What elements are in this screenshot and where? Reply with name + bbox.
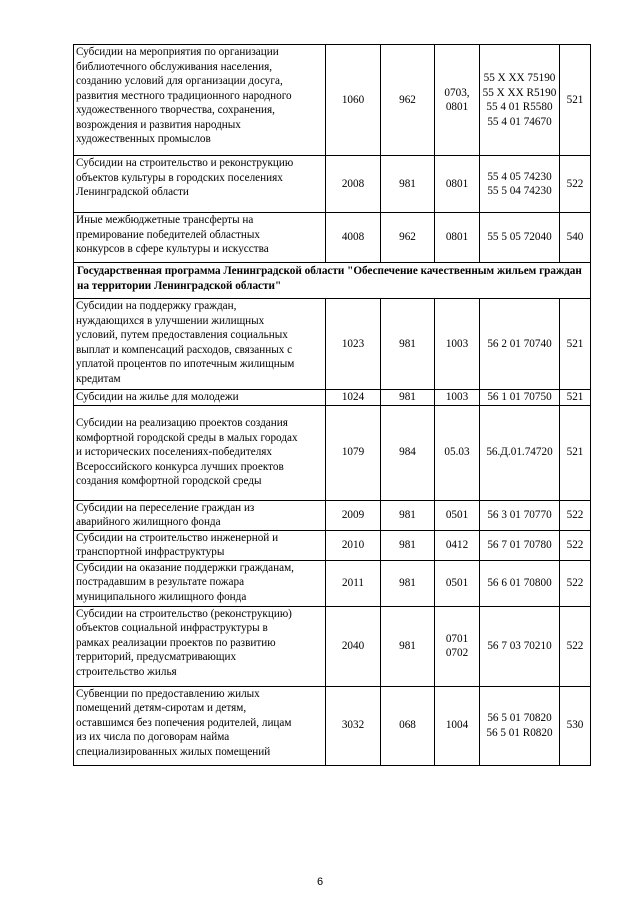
row-expense-type: 522 [560,156,591,213]
row-code: 2008 [326,156,381,213]
table-row [74,500,591,530]
row-section-code: 0801 [435,213,480,263]
row-admin-code: 981 [381,299,435,390]
row-admin-code: 981 [381,390,435,406]
row-section-code: 0801 [435,156,480,213]
table-row [74,560,591,606]
row-name: Субсидии на реализацию проектов создания комфортной городской среды в малых городах и исторических поселениях-победителях Всероссийского конкурса лучших проектов создания комфортной городской среды [74,405,326,500]
row-name: Субсидии на поддержку граждан, нуждающихся в улучшении жилищных условий, путем предоставления социальных выплат и компенсаций расходов, связанных с уплатой процентов по ипотечным жилищным кредитам [74,299,326,390]
row-section-code: 05.03 [435,405,480,500]
table-row [74,606,591,686]
row-name: Субсидии на строительство инженерной и транспортной инфраструктуры [74,530,326,560]
table-row [74,686,591,765]
table-row [74,530,591,560]
row-target-code: 56.Д.01.74720 [480,405,560,500]
row-expense-type: 522 [560,606,591,686]
row-target-code: 56 7 01 70780 [480,530,560,560]
row-name: Субсидии на строительство и реконструкцию объектов культуры в городских поселениях Ленинградской области [74,156,326,213]
table-row [74,213,591,263]
subsidy-table [73,44,591,766]
row-admin-code: 068 [381,686,435,765]
row-code: 1060 [326,45,381,156]
row-admin-code: 981 [381,530,435,560]
row-code: 1023 [326,299,381,390]
row-name: Субсидии на переселение граждан из аварийного жилищного фонда [74,500,326,530]
table-row [74,45,591,156]
row-expense-type: 530 [560,686,591,765]
row-admin-code: 981 [381,500,435,530]
table-row [74,156,591,213]
row-expense-type: 522 [560,530,591,560]
row-code: 2009 [326,500,381,530]
row-name: Субсидии на мероприятия по организации библиотечного обслуживания населения, созданию условий для организации досуга, развития местного традиционного народного художественного творчества, сохранения, возрождения и развития народных художественных промыслов [74,45,326,156]
table-row [74,390,591,406]
program-heading: Государственная программа Ленинградской области "Обеспечение качественным жильем граждан на территории Ленинградской области" [74,263,591,299]
row-code: 2011 [326,560,381,606]
row-code: 2010 [326,530,381,560]
row-name: Иные межбюджетные трансферты на премирование победителей областных конкурсов в сфере культуры и искусства [74,213,326,263]
row-admin-code: 981 [381,156,435,213]
row-expense-type: 540 [560,213,591,263]
row-admin-code: 962 [381,45,435,156]
row-target-code: 56 6 01 70800 [480,560,560,606]
program-heading-row [74,263,591,299]
row-expense-type: 521 [560,405,591,500]
page-number: 6 [316,876,324,888]
row-name: Субсидии на оказание поддержки гражданам, пострадавшим в результате пожара муниципального жилищного фонда [74,560,326,606]
row-name: Субвенции по предоставлению жилых помещений детям-сиротам и детям, оставшимся без попечения родителей, лицам из их числа по договорам найма специализированных жилых помещений [74,686,326,765]
row-target-code: 55 X XX 75190 55 X XX R5190 55 4 01 R5580 55 4 01 74670 [480,45,560,156]
row-section-code: 0501 [435,500,480,530]
row-name: Субсидии на строительство (реконструкцию) объектов социальной инфраструктуры в рамках реализации проектов по развитию территорий, предусматривающих строительство жилья [74,606,326,686]
row-name: Субсидии на жилье для молодежи [74,390,326,406]
row-section-code: 0703, 0801 [435,45,480,156]
table-row [74,405,591,500]
row-section-code: 0412 [435,530,480,560]
row-section-code: 1003 [435,299,480,390]
row-expense-type: 521 [560,45,591,156]
row-target-code: 56 5 01 70820 56 5 01 R0820 [480,686,560,765]
row-expense-type: 521 [560,299,591,390]
row-target-code: 56 7 03 70210 [480,606,560,686]
row-admin-code: 981 [381,560,435,606]
row-target-code: 56 3 01 70770 [480,500,560,530]
row-section-code: 1004 [435,686,480,765]
row-section-code: 1003 [435,390,480,406]
row-admin-code: 984 [381,405,435,500]
row-expense-type: 521 [560,390,591,406]
table-row [74,299,591,390]
row-code: 2040 [326,606,381,686]
row-code: 1079 [326,405,381,500]
row-admin-code: 981 [381,606,435,686]
row-target-code: 55 4 05 74230 55 5 04 74230 [480,156,560,213]
row-target-code: 56 2 01 70740 [480,299,560,390]
row-expense-type: 522 [560,500,591,530]
row-admin-code: 962 [381,213,435,263]
row-target-code: 55 5 05 72040 [480,213,560,263]
row-section-code: 0701 0702 [435,606,480,686]
row-code: 1024 [326,390,381,406]
row-code: 4008 [326,213,381,263]
row-section-code: 0501 [435,560,480,606]
row-code: 3032 [326,686,381,765]
row-expense-type: 522 [560,560,591,606]
row-target-code: 56 1 01 70750 [480,390,560,406]
